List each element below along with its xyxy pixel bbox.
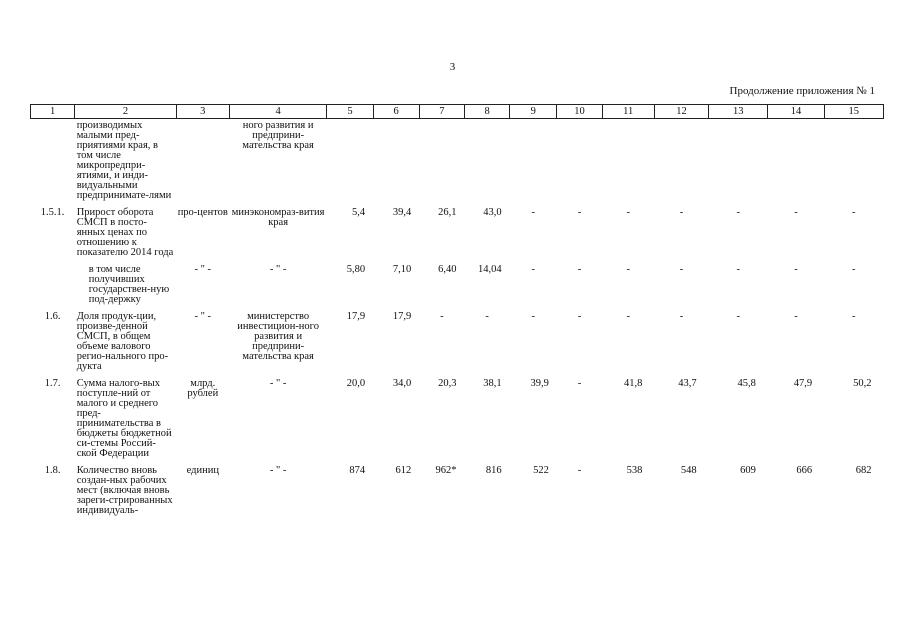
table-row [31, 377, 884, 464]
col-header: 7 [419, 105, 464, 119]
value-cell: 50,2 [853, 378, 872, 389]
value-cell: - [794, 264, 798, 275]
row-number: 1.8. [44, 465, 61, 476]
indicator-name: Прирост оборота СМСП в посто-янных ценах по отношению к показателю 2014 года [76, 207, 174, 258]
value-cell: - [794, 207, 798, 218]
col-header: 11 [602, 105, 654, 119]
unit: - " - [194, 264, 212, 275]
col-header: 3 [176, 105, 229, 119]
page-number: 3 [449, 61, 456, 73]
col-header: 1 [31, 105, 75, 119]
row-number [31, 119, 75, 207]
value-cell: 20,0 [346, 378, 366, 389]
value-cell [419, 119, 464, 207]
value-cell: - [577, 311, 582, 322]
value-cell: - [679, 311, 684, 322]
col-header: 14 [768, 105, 824, 119]
value-cell: - [531, 207, 536, 218]
value-cell [464, 119, 509, 207]
value-cell: - [794, 311, 798, 322]
value-cell: 17,9 [392, 311, 412, 322]
value-cell: - [736, 207, 740, 218]
header-row [31, 105, 884, 119]
value-cell: - [852, 311, 856, 322]
row-number: 1.5.1. [40, 207, 65, 218]
table-row [31, 119, 884, 207]
value-cell: 38,1 [483, 378, 502, 389]
value-cell: 522 [533, 465, 549, 476]
table-row [31, 206, 884, 263]
value-cell [654, 119, 708, 207]
value-cell [709, 119, 768, 207]
row-number: 1.6. [44, 311, 61, 322]
value-cell: - [736, 311, 740, 322]
indicator-name: Доля продук-ции, произве-денной СМСП, в общем объеме валового регио-нального про-дукта [76, 311, 169, 372]
value-cell: - [679, 264, 684, 275]
value-cell: 5,80 [346, 264, 366, 275]
value-cell: 14,04 [478, 264, 502, 275]
unit: - " - [194, 311, 212, 322]
value-cell [327, 119, 373, 207]
value-cell: 17,9 [346, 311, 366, 322]
value-cell: 7,10 [392, 264, 412, 275]
value-cell: 34,0 [392, 378, 412, 389]
value-cell: 538 [626, 465, 643, 476]
value-cell [824, 119, 883, 207]
table-row [31, 310, 884, 377]
value-cell: 39,4 [392, 207, 412, 218]
value-cell: - [626, 264, 630, 275]
value-cell: 816 [485, 465, 502, 476]
value-cell: - [679, 207, 684, 218]
col-header: 13 [709, 105, 768, 119]
value-cell: 874 [349, 465, 366, 476]
value-cell: - [626, 311, 630, 322]
value-cell: 43,0 [483, 207, 502, 218]
responsible-org: - " - [269, 465, 287, 476]
table-row [31, 464, 884, 521]
indicator-name: в том числе получивших государствен-ную под-держку [88, 264, 170, 305]
responsible-org: минэкономраз-вития края [231, 207, 325, 228]
indicators-table [30, 104, 884, 521]
value-cell: - [485, 311, 489, 322]
row-number: 1.7. [44, 378, 61, 389]
value-cell: 666 [796, 465, 813, 476]
value-cell: 47,9 [793, 378, 813, 389]
value-cell: - [577, 378, 582, 389]
value-cell: 20,3 [438, 378, 457, 389]
indicator-name: производимых малыми пред-приятиями края, в том числе микропредпри-ятиями, и инди-видуальными предпринимате-лями [76, 120, 172, 201]
value-cell: - [531, 311, 536, 322]
col-header: 15 [824, 105, 883, 119]
value-cell: 26,1 [438, 207, 457, 218]
responsible-org: - " - [269, 378, 287, 389]
value-cell [373, 119, 419, 207]
value-cell: 962* [435, 465, 457, 476]
col-header: 9 [510, 105, 557, 119]
value-cell: - [626, 207, 630, 218]
col-header: 8 [464, 105, 509, 119]
value-cell [557, 119, 602, 207]
col-header: 2 [75, 105, 176, 119]
value-cell: - [852, 207, 856, 218]
value-cell: - [577, 264, 582, 275]
value-cell: - [736, 264, 740, 275]
value-cell: - [852, 264, 856, 275]
unit: единиц [186, 465, 219, 476]
value-cell: 5,4 [351, 207, 366, 218]
responsible-org: министерство инвестицион-ного развития и предприни-мательства края [237, 311, 319, 362]
row-number [31, 263, 75, 310]
indicator-name: Количество вновь создан-ных рабочих мест (включая вновь зареги-стрированных индивидуаль- [76, 465, 173, 516]
continuation-label: Продолжение приложения № 1 [729, 85, 875, 97]
unit: про-центов [177, 207, 228, 218]
value-cell: 612 [395, 465, 412, 476]
value-cell: 682 [855, 465, 872, 476]
value-cell [602, 119, 654, 207]
unit: млрд. рублей [187, 378, 219, 399]
col-header: 6 [373, 105, 419, 119]
col-header: 12 [654, 105, 708, 119]
responsible-org: ного развития и предприни-мательства края [242, 120, 314, 151]
value-cell: 6,40 [438, 264, 457, 275]
indicator-name: Сумма налого-вых поступле-ний от малого и среднего пред-принимательства в бюджеты бюджетной си-стемы Россий-ской Федерации [76, 378, 172, 459]
responsible-org: - " - [269, 264, 287, 275]
value-cell: - [440, 311, 444, 322]
value-cell: - [577, 465, 582, 476]
value-cell: 609 [740, 465, 756, 476]
value-cell: - [531, 264, 536, 275]
value-cell: 45,8 [737, 378, 756, 389]
value-cell: 43,7 [678, 378, 697, 389]
unit [176, 119, 229, 207]
value-cell: 548 [680, 465, 697, 476]
value-cell: - [577, 207, 582, 218]
value-cell: 41,8 [623, 378, 643, 389]
value-cell [768, 119, 824, 207]
col-header: 10 [557, 105, 602, 119]
col-header: 4 [229, 105, 326, 119]
table-row [31, 263, 884, 310]
value-cell [510, 119, 557, 207]
col-header: 5 [327, 105, 373, 119]
value-cell: 39,9 [530, 378, 549, 389]
